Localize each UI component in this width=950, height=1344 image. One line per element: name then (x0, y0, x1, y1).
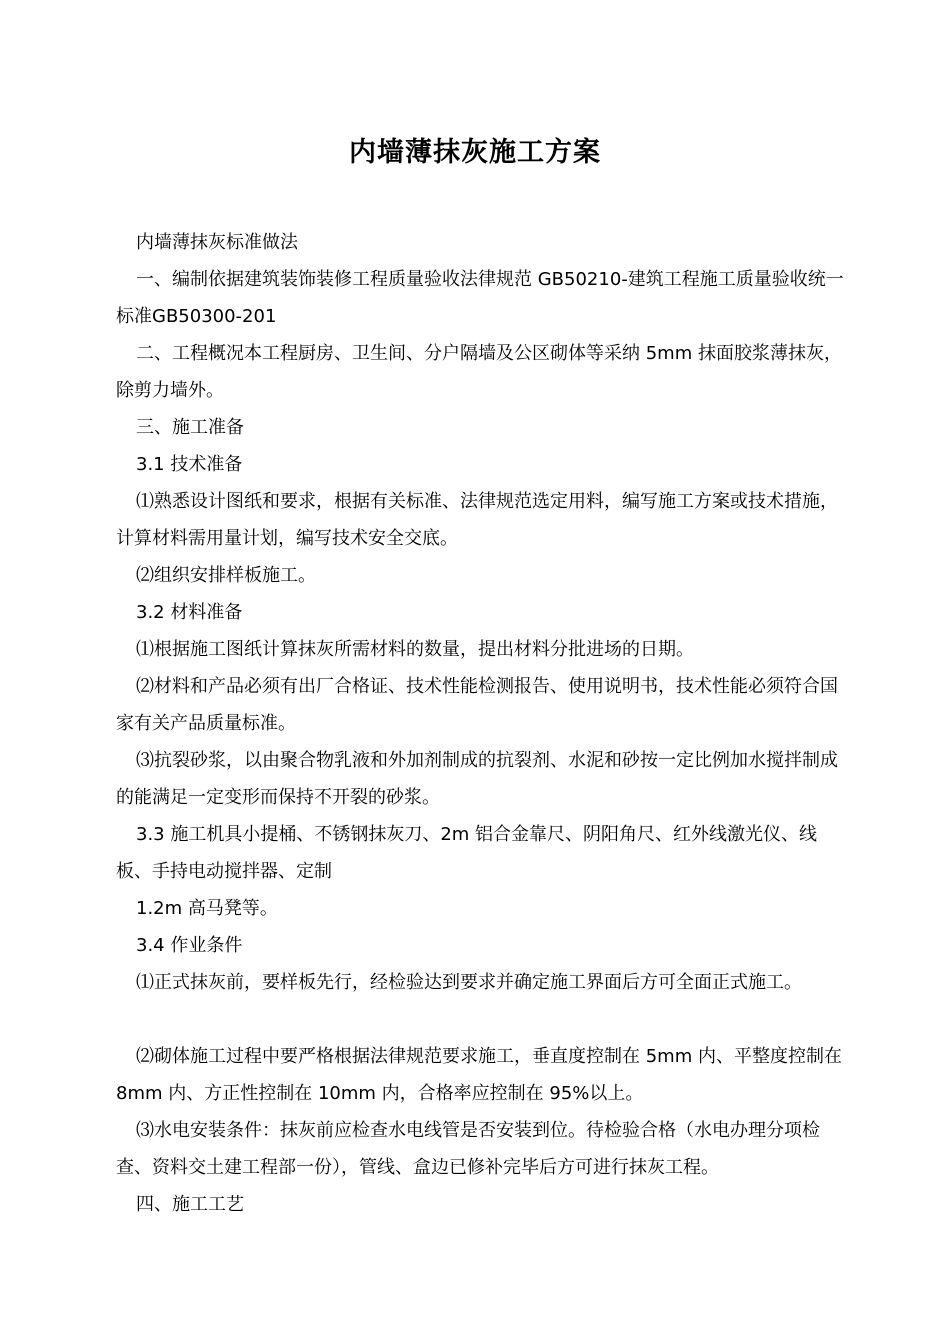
paragraph-3-1-item-1: ⑴熟悉设计图纸和要求，根据有关标准、法律规范选定用料，编写施工方案或技术措施，计算材料需用量计划，编写技术安全交底。 (116, 491, 838, 549)
paragraph-3-4-item-3: ⑶水电安装条件：抹灰前应检查水电线管是否安装到位。待检验合格（水电办理分项检查、资料交土建工程部一份），管线、盒边已修补完毕后方可进行抹灰工程。 (116, 1120, 820, 1178)
paragraph-3-4-heading: 3.4 作业条件 (136, 935, 243, 956)
document-body (116, 224, 850, 1223)
paragraph-3-2-item-3: ⑶抗裂砂浆，以由聚合物乳液和外加剂制成的抗裂剂、水泥和砂按一定比例加水搅拌制成的能满足一定变形而保持不开裂的砂浆。 (116, 750, 838, 808)
blank-line (116, 1001, 850, 1038)
paragraph-3-2-heading: 3.2 材料准备 (136, 602, 243, 623)
paragraph-section-4-heading: 四、施工工艺 (136, 1194, 244, 1215)
paragraph-3-3: 3.3 施工机具小提桶、不锈钢抹灰刀、2m 铝合金靠尺、阴阳角尺、红外线激光仪、线板、手持电动搅拌器、定制 (116, 824, 818, 882)
paragraph-intro: 内墙薄抹灰标准做法 (136, 232, 298, 253)
paragraph-3-2-item-2: ⑵材料和产品必须有出厂合格证、技术性能检测报告、使用说明书，技术性能必须符合国家有关产品质量标准。 (116, 676, 838, 734)
paragraph-section-1: 一、编制依据建筑装饰装修工程质量验收法律规范 GB50210-建筑工程施工质量验收统一标准GB50300-201 (116, 269, 844, 327)
paragraph-3-3-cont: 1.2m 高马凳等。 (136, 898, 278, 919)
paragraph-3-1-item-2: ⑵组织安排样板施工。 (136, 565, 316, 586)
paragraph-3-1-heading: 3.1 技术准备 (136, 454, 243, 475)
document-title: 内墙薄抹灰施工方案 (349, 137, 601, 168)
paragraph-3-4-item-2: ⑵砌体施工过程中要严格根据法律规范要求施工，垂直度控制在 5mm 内、平整度控制在 8mm 内、方正性控制在 10mm 内，合格率应控制在 95%以上。 (116, 1046, 842, 1104)
paragraph-3-4-item-1: ⑴正式抹灰前，要样板先行，经检验达到要求并确定施工界面后方可全面正式施工。 (136, 972, 802, 993)
paragraph-section-2: 二、工程概况本工程厨房、卫生间、分户隔墙及公区砌体等采纳 5mm 抹面胶浆薄抹灰，除剪力墙外。 (116, 343, 842, 401)
paragraph-section-3-heading: 三、施工准备 (136, 417, 244, 438)
paragraph-3-2-item-1: ⑴根据施工图纸计算抹灰所需材料的数量，提出材料分批进场的日期。 (136, 639, 694, 660)
